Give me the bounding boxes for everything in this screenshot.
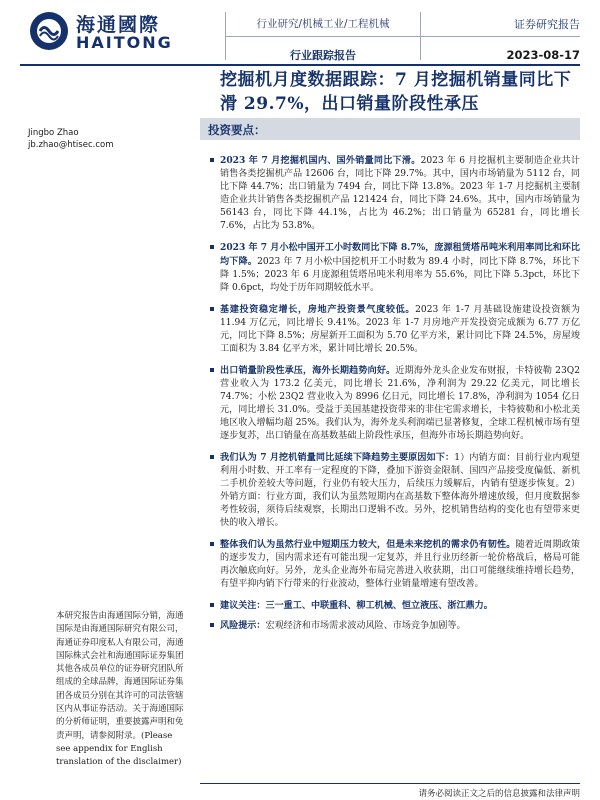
key-points-list (210, 154, 580, 639)
key-point-lead: 出口销量阶段性承压，海外长期趋势向好。 (220, 365, 396, 376)
report-header (0, 0, 600, 70)
key-point-text: 2023 年 1-7 月基础设施建设投资额为 11.94 万亿元，同比增长 9.41%。2023 年 1-7 月房地产开发投资完成额为 6.77 万亿元，同比下降 8.5%；房屋新开工面积为 5.70 亿平方米，累计同比下降 24.5%，房屋竣工面积为 3.84 亿平方米，累计同比增长 20.5%。 (220, 305, 580, 354)
bullet-icon (210, 542, 214, 546)
key-point-lead: 风险提示： (220, 620, 266, 631)
header-right (460, 16, 580, 62)
key-point-lead: 整体我们认为虽然行业中短期压力较大，但是未来挖机的需求仍有韧性。 (220, 539, 516, 550)
bullet-icon (210, 603, 214, 607)
key-point-lead: 建议关注： (220, 600, 266, 611)
bullet-icon (210, 245, 214, 249)
report-category: 行业研究/机械工业/工程机械 (256, 18, 390, 30)
key-points-bar (200, 118, 580, 140)
key-point-lead: 基建投资稳定增长，房地产投资景气度较低。 (220, 304, 416, 315)
haitong-logo-icon (28, 10, 70, 52)
key-point-text: 2023 年 6 月挖掘机主要制造企业共计销售各类挖掘机产品 12606 台，同比下降 29.7%。其中，国内市场销量为 5112 台，同比下降 44.7%；出口销量为 7494 台，同比下降 13.8%。2023 年 1-7 月挖掘机主要制造企业共计销售各类挖掘机产品 121424 台，同比下降 24.6%。其中，国内市场销量为 56143 台，同比下降 44.1%，占比为 46.2%；出口销量为 65281 台，同比增长 7.6%，占比为 53.8%。 (220, 156, 580, 231)
key-point-text: 随着近周期政策的逐步发力，国内需求还有可能出现一定复苏，并且行业历经新一轮价格战后，格局可能再次触底向好。另外，龙头企业海外布局完善进入收获期，出口可能继续维持增长趋势，有望平抑内销下行带来的行业波动，整体行业销量增速有望改善。 (220, 540, 580, 589)
key-point-lead: 2023 年 7 月挖掘机国内、国外销量同比下滑。 (220, 155, 421, 166)
logo-name-cn: 海通國際 (76, 14, 161, 36)
key-point-lead: 2023 年 7 月小松中国开工小时数同比下降 8.7%，庞源租赁塔吊吨米利用率同比和环比均下降。 (220, 242, 580, 267)
key-point-text: 近期海外龙头企业发布财报，卡特彼勒 23Q2 营业收入为 173.2 亿美元，同比增长 21.6%，净利润为 29.22 亿美元，同比增长 74.7%；小松 23Q2 营业收入为 8996 亿日元，同比增长 17.8%，净利润为 1054 亿日元，同比增长 31.0%。受益于美国基建投资带来的非住宅需求增长，卡特彼勒和小松北美地区收入增幅均超 25%。我们认为，海外龙头利润端已显著修复，全球工程机械市场有望逐步复苏，出口销量在高基数基础上阶段性承压，但海外市场长期趋势向好。 (220, 366, 580, 441)
author-block (28, 127, 114, 151)
author-email[interactable]: jb.zhao@htisec.com (28, 140, 114, 150)
key-point-text: 2023 年 7 月小松中国挖机开工小时数为 89.4 小时，同比下降 8.7%，环比下降 1.5%；2023 年 6 月庞源租赁塔吊吨米利用率为 55.6%，同比下降 5.3pct，环比下降 0.6pct，均处于历年同期较低水平。 (220, 257, 580, 293)
key-point-text: 1）内销方面：目前行业内观望利用小时数、开工率有一定程度的下降，叠加下游资金限制、国四产品接受度偏低、新机二手机价差较大等问题，行业仍有较大压力，后续压力缓解后，内销有望逐步恢复。2）外销方面：行业方面，我们认为虽然短期内在高基数下整体海外增速放缓，但月度数据参考性较弱，须待后续观察，长期出口逻辑不改。另外，挖机销售结构的变化也有望带来更快的收入增长。 (220, 453, 580, 528)
header-middle (228, 16, 418, 63)
bullet-icon (210, 158, 214, 162)
bullet-icon (210, 368, 214, 372)
key-point-item (210, 154, 580, 233)
key-point-text: 宏观经济和市场需求波动风险、市场竞争加剧等。 (265, 621, 466, 631)
key-point-item (210, 619, 580, 633)
bullet-icon (210, 623, 214, 627)
haitong-logo (28, 8, 188, 52)
disclaimer-text: 本研究报告由海通国际分销，海通国际是由海通国际研究有限公司，海通证券印度私人有限公司，海通国际株式会社和海通国际证券集团其他各成员单位的证券研究团队所组成的全球品牌，海通国际证券集团各成员分别在其许可的司法管辖区内从事证券活动。关于海通国际的分析师证明，重要披露声明和免责声明，请参阅附录。(Please see appendix for English translation of the disclaimer) (56, 611, 184, 768)
key-point-item (210, 451, 580, 530)
footer-note: 请务必阅读正文之后的信息披露和法律声明 (418, 789, 580, 799)
footer-rule (200, 783, 580, 784)
key-point-item (210, 599, 580, 613)
report-series: 证券研究报告 (514, 18, 580, 31)
key-point-item (210, 241, 580, 295)
report-type: 行业跟踪报告 (290, 49, 356, 62)
key-point-item (210, 364, 580, 443)
report-date: 2023-08-17 (506, 48, 580, 62)
header-rule (20, 64, 580, 66)
key-points-title: 投资要点： (208, 123, 266, 137)
bullet-icon (210, 307, 214, 311)
key-point-text: 三一重工、中联重科、柳工机械、恒立液压、浙江鼎力。 (265, 600, 493, 611)
key-point-item (210, 303, 580, 356)
bullet-icon (210, 455, 214, 459)
key-point-item (210, 538, 580, 591)
author-name: Jingbo Zhao (28, 128, 79, 138)
key-point-lead: 我们认为 7 月挖机销量同比延续下降趋势主要原因如下： (220, 452, 455, 463)
report-title: 挖掘机月度数据跟踪：7 月挖掘机销量同比下滑 29.7%，出口销量阶段性承压 (220, 70, 572, 114)
logo-name-en: HAITONG (76, 33, 173, 52)
